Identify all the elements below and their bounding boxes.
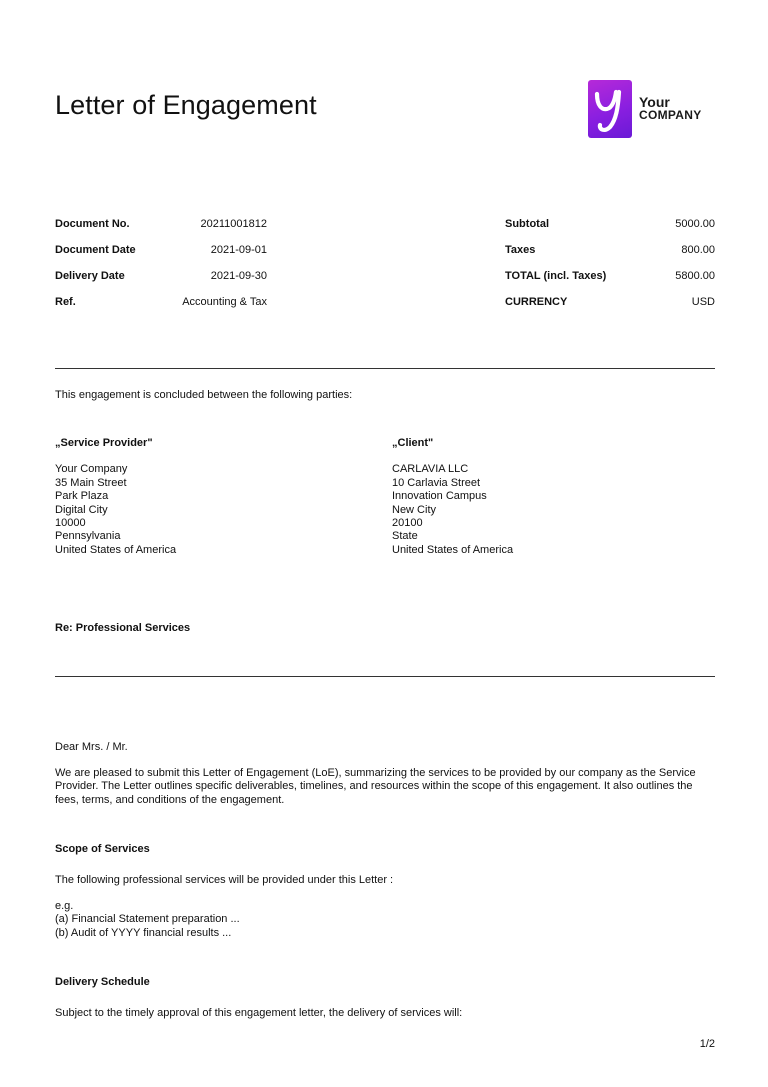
address-line: CARLAVIA LLC xyxy=(392,463,469,476)
delivery-text: Subject to the timely approval of this engagement letter, the delivery of services will: xyxy=(55,1007,463,1019)
address-line: United States of America xyxy=(392,543,514,556)
meta-label: TOTAL (incl. Taxes) xyxy=(505,270,607,282)
scope-text: The following professional services will be provided under this Letter : xyxy=(55,874,394,886)
page-number: 1/2 xyxy=(699,1038,715,1050)
meta-value: Accounting & Tax xyxy=(182,296,267,308)
subject-line: Re: Professional Services xyxy=(55,622,191,634)
service-provider-heading: „Service Provider" xyxy=(55,437,153,449)
meta-label: Delivery Date xyxy=(55,270,125,282)
meta-label: Ref. xyxy=(55,296,76,308)
meta-row-taxes xyxy=(505,243,715,269)
scope-heading: Scope of Services xyxy=(55,843,150,855)
page-title: Letter of Engagement xyxy=(55,90,317,120)
meta-value: 5000.00 xyxy=(675,218,715,230)
address-line: New City xyxy=(392,503,437,516)
divider xyxy=(55,676,715,677)
address-line: 10000 xyxy=(55,517,86,530)
logo-text-line2: COMPANY xyxy=(639,108,702,122)
address-line: Your Company xyxy=(55,463,128,476)
meta-value: 5800.00 xyxy=(675,270,715,282)
scope-item: (a) Financial Statement preparation ... xyxy=(55,913,240,926)
scope-list xyxy=(55,900,240,940)
salutation: Dear Mrs. / Mr. xyxy=(55,741,128,753)
address-line: Pennsylvania xyxy=(55,530,121,543)
service-provider-block xyxy=(55,437,176,557)
address-line: 35 Main Street xyxy=(55,476,127,489)
divider xyxy=(55,368,715,369)
meta-value: USD xyxy=(691,296,715,308)
logo-text-line1: Your xyxy=(639,94,670,110)
address-line: United States of America xyxy=(55,543,177,556)
meta-row-document-no xyxy=(55,217,267,243)
parties-intro: This engagement is concluded between the following parties: xyxy=(55,389,353,401)
meta-row-document-date xyxy=(55,243,267,269)
intro-paragraph: We are pleased to submit this Letter of Engagement (LoE), summarizing the services to be provided by our company as the Service Provider. The Letter outlines specific deliverables, timelines, and resources within the scope of this engagement. It also outlines the fees, terms, and conditions of the engagement. xyxy=(55,767,696,806)
meta-label: Taxes xyxy=(505,244,536,256)
meta-label: Document Date xyxy=(55,244,136,256)
address-line: Park Plaza xyxy=(55,490,109,503)
delivery-heading: Delivery Schedule xyxy=(55,976,150,988)
meta-row-total xyxy=(505,269,715,295)
meta-row-ref xyxy=(55,295,267,321)
logo-wordmark xyxy=(639,96,702,122)
meta-label: Subtotal xyxy=(505,218,549,230)
meta-row-subtotal xyxy=(505,217,715,243)
scope-item: (b) Audit of YYYY financial results ... xyxy=(55,926,232,939)
scope-eg: e.g. xyxy=(55,900,74,912)
document-meta-left xyxy=(55,217,267,321)
meta-value: 800.00 xyxy=(681,244,715,256)
y-logo-icon xyxy=(588,80,632,138)
address-line: Digital City xyxy=(55,503,108,516)
meta-label: CURRENCY xyxy=(505,296,568,308)
client-block xyxy=(392,437,513,557)
company-logo xyxy=(588,80,702,138)
address-line: Innovation Campus xyxy=(392,490,487,503)
address-line: State xyxy=(392,530,418,543)
address-line: 20100 xyxy=(392,517,423,530)
document-meta-right xyxy=(505,217,715,321)
meta-row-delivery-date xyxy=(55,269,267,295)
meta-row-currency xyxy=(505,295,715,321)
address-line: 10 Carlavia Street xyxy=(392,476,481,489)
meta-value: 2021-09-01 xyxy=(210,244,267,256)
meta-label: Document No. xyxy=(55,218,130,230)
meta-value: 20211001812 xyxy=(200,218,267,230)
client-heading: „Client" xyxy=(392,437,434,449)
meta-value: 2021-09-30 xyxy=(210,270,267,282)
